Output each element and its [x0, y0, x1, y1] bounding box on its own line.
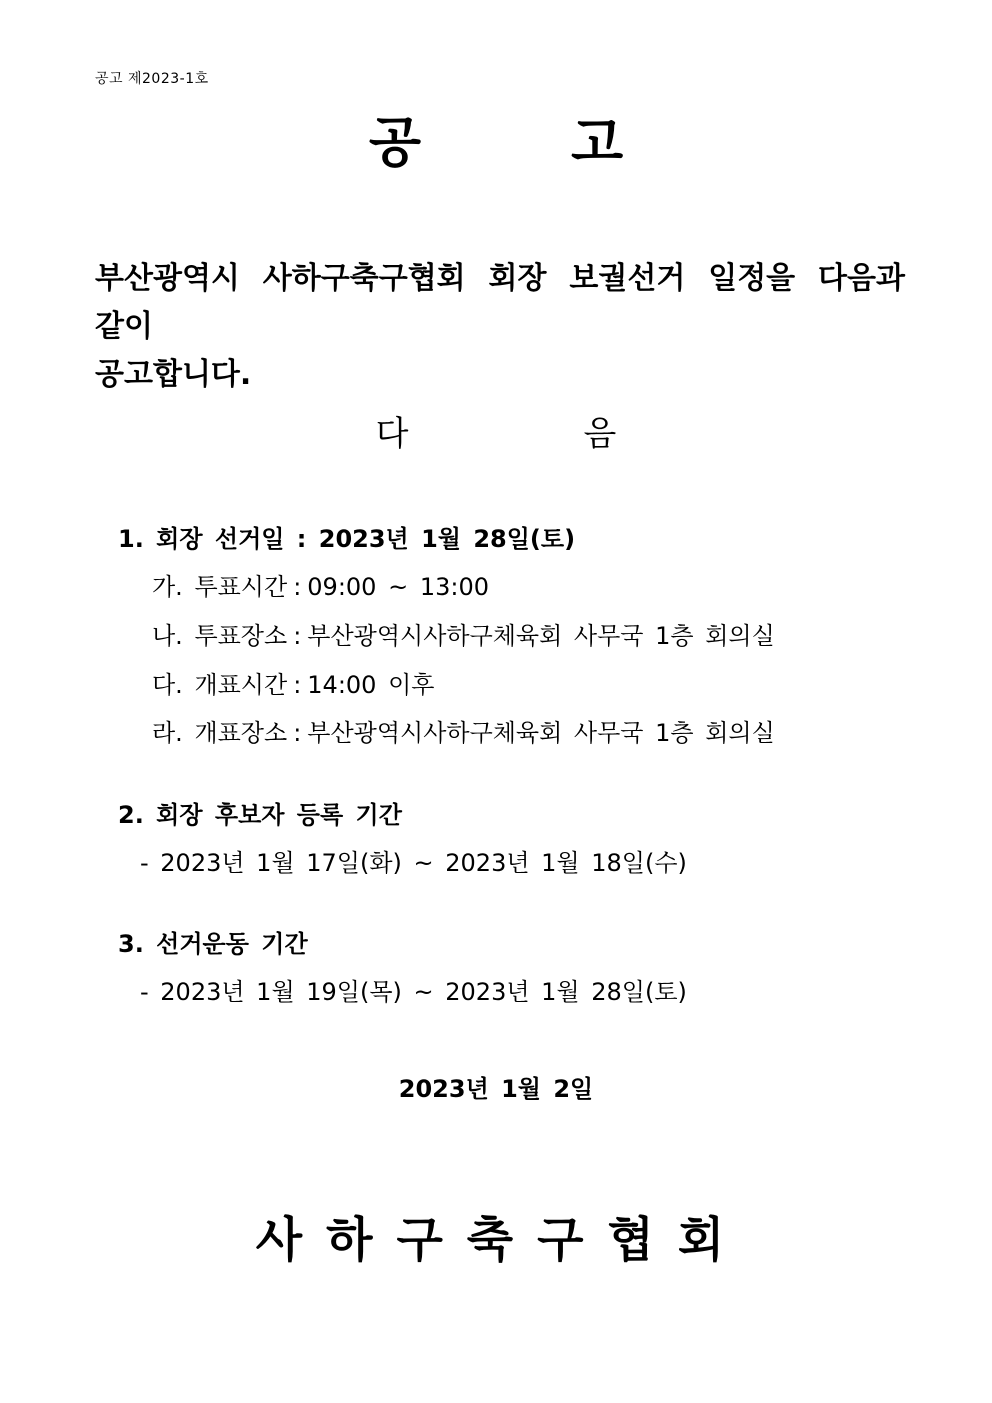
- organization-name: 사하구축구협회: [255, 1212, 749, 1268]
- sub-item-voting-place: [152, 619, 775, 653]
- separator: :: [293, 719, 302, 747]
- section-3-detail: - 2023년 1월 19일(목) ~ 2023년 1월 28일(토): [140, 978, 687, 1006]
- title-char-2: 고: [571, 111, 624, 174]
- title-char-1: 공: [368, 111, 421, 174]
- section-heading: [0, 410, 992, 458]
- sub-item-label: 나. 투표장소: [152, 622, 288, 650]
- separator: :: [293, 573, 302, 601]
- section-1-title: 1. 회장 선거일 : 2023년 1월 28일(토): [118, 525, 576, 553]
- sub-item-label: 라. 개표장소: [152, 719, 288, 747]
- section-2-detail: - 2023년 1월 17일(화) ~ 2023년 1월 18일(수): [140, 849, 687, 877]
- section-2-title: 2. 회장 후보자 등록 기간: [118, 801, 402, 829]
- document-number: 공고 제2023-1호: [95, 71, 209, 87]
- section-3-title: 3. 선거운동 기간: [118, 930, 308, 958]
- intro-paragraph: [95, 255, 905, 399]
- sub-item-value: 부산광역시사하구체육회 사무국 1층 회의실: [307, 719, 775, 747]
- heading-char-1: 다: [375, 414, 409, 454]
- separator: :: [293, 671, 302, 699]
- sub-item-counting-place: [152, 716, 775, 750]
- sub-item-value: 09:00 ~ 13:00: [307, 573, 489, 601]
- heading-char-2: 음: [583, 414, 617, 454]
- sub-item-label: 가. 투표시간: [152, 573, 288, 601]
- sub-item-counting-time: [152, 668, 434, 702]
- sub-item-value: 부산광역시사하구체육회 사무국 1층 회의실: [307, 622, 775, 650]
- intro-line-2: 공고합니다.: [95, 357, 252, 392]
- sub-item-value: 14:00 이후: [307, 671, 435, 699]
- intro-line-1: 부산광역시 사하구축구협회 회장 보궐선거 일정을 다음과 같이: [95, 261, 905, 344]
- notice-date: 2023년 1월 2일: [398, 1075, 594, 1103]
- page-title: [0, 108, 992, 178]
- sub-item-voting-time: [152, 570, 489, 604]
- separator: :: [293, 622, 302, 650]
- sub-item-label: 다. 개표시간: [152, 671, 288, 699]
